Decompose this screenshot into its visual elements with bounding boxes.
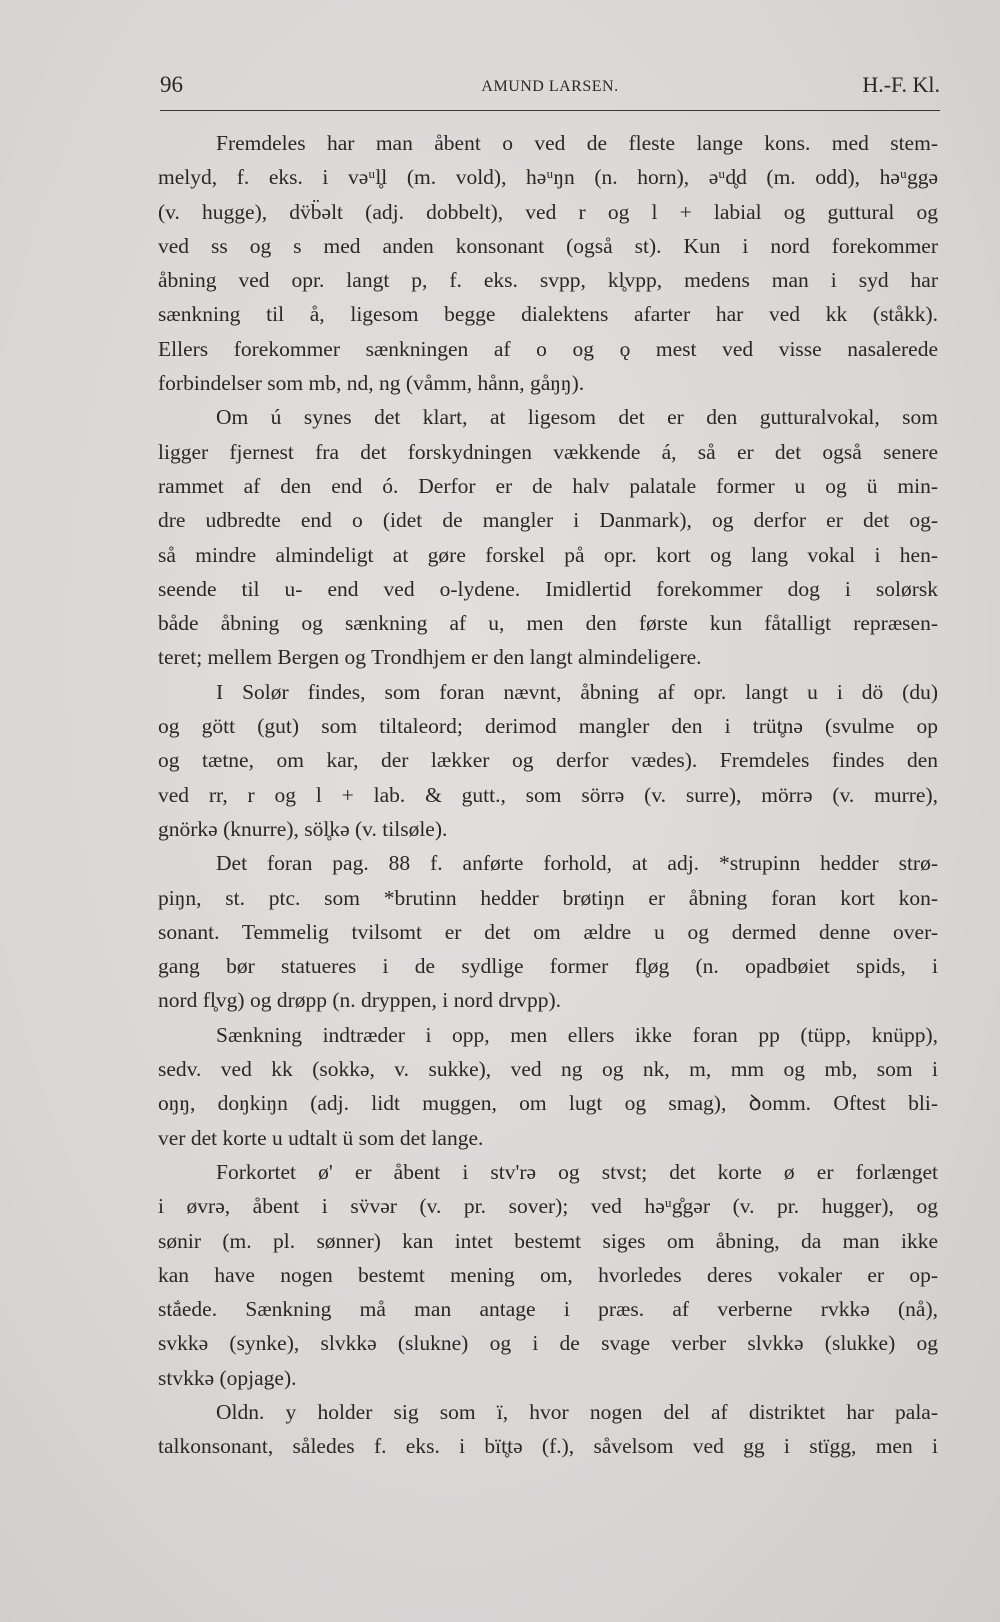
text-line: dre udbredte end o (idet de mangler i Danmark), og derfor er det og- [158,508,938,533]
text-line: rammet af den end ó. Derfor er de halv palatale former u og ü min- [158,473,938,498]
text-line: og gött (gut) som tiltaleord; derimod mangler den i trüt̥nə (svulme op [158,714,938,739]
text-line: gang bør statueres i de sydlige former fl̥øg (n. opadbøiet spids, i [158,954,938,979]
text-line: melyd, f. eks. i vəᵘl̥l (m. vold), həᵘŋn (n. horn), əᵘd̥d (m. odd), həᵘggə [158,165,938,190]
text-line: Ellers forekommer sænkningen af o og ǫ mest ved visse nasalerede [158,336,938,361]
header-rule [160,110,940,111]
text-line: ligger fjernest fra det forskydningen vækkende á, så er det også senere [158,439,938,464]
text-line: teret; mellem Bergen og Trondhjem er den langt almindeligere. [158,645,702,670]
text-line: stvkkə (opjage). [158,1365,297,1390]
text-line: I Solør findes, som foran nævnt, åbning af opr. langt u i dö (du) [216,679,938,704]
text-line: Det foran pag. 88 f. anførte forhold, at adj. *strupinn hedder strø- [216,851,938,876]
text-line: kan have nogen bestemt mening om, hvorledes deres vokaler er op- [158,1262,938,1287]
text-line: gnörkə (knurre), söl̥kə (v. tilsøle). [158,816,448,841]
running-title: AMUND LARSEN. [481,78,619,95]
text-line: sedv. ved kk (sokkə, v. sukke), ved ng og nk, m, mm og mb, som i [158,1057,938,1082]
text-line: seende til u- end ved o-lydene. Imidlertid forekommer dog i solørsk [158,576,938,601]
text-line: Fremdeles har man åbent o ved de fleste lange kons. med stem- [216,131,938,155]
body-text [158,126,938,1464]
text-line: i øvrə, åbent i sv̈vər (v. pr. sover); ved həᵘg̊gər (v. pr. hugger), og [158,1194,938,1219]
text-line: så mindre almindeligt at gøre forskel på opr. kort og lang vokal i hen- [158,542,938,567]
text-line: piŋn, st. ptc. som *brutinn hedder brøtiŋn er åbning foran kort kon- [158,885,938,910]
text-line: åbning ved opr. langt p, f. eks. svpp, kl̥vpp, medens man i syd har [158,268,938,293]
text-line: svkkə (synke), slvkkə (slukne) og i de svage verber slvkkə (slukke) og [158,1331,938,1356]
text-line: Om ú synes det klart, at ligesom det er den gutturalvokal, som [216,405,938,430]
text-line: (v. hugge), dv̈b̈əlt (adj. dobbelt), ved r og l + labial og guttural og [158,199,938,224]
text-line: sonant. Temmelig tvilsomt er det om ældre u og dermed denne over- [158,919,938,944]
text-line: Sænkning indtræder i opp, men ellers ikke foran pp (tüpp, knüpp), [216,1022,938,1047]
page-number: 96 [160,72,183,97]
text-line: både åbning og sænkning af u, men den første kun fåtalligt repræsen- [158,611,938,636]
text-line: sænkning til å, ligesom begge dialektens afarter har ved kk (ståkk). [158,302,938,327]
page-header [160,72,940,102]
text-line: forbindelser som mb, nd, ng (våmm, hånn, gåŋŋ). [158,371,585,396]
text-line: ver det korte u udtalt ü som det lange. [158,1125,484,1150]
text-line: ved rr, r og l + lab. & gutt., som sörrə (v. surre), mörrə (v. murre), [158,782,938,807]
text-line: nord fl̥vg) og drøpp (n. dryppen, i nord drvpp). [158,988,562,1013]
text-line: og tætne, om kar, der lækker og derfor vædes). Fremdeles findes den [158,748,938,773]
text-line: Oldn. y holder sig som ï, hvor nogen del af distriktet har pala- [216,1399,938,1424]
text-line: oŋŋ, doŋkiŋn (adj. lidt muggen, om lugt og smag), ꝺomm. Oftest bli- [158,1091,938,1116]
text-line: stắede. Sænkning må man antage i præs. af verberne rvkkə (nå), [158,1297,938,1322]
text-line: ved ss og s med anden konsonant (også st). Kun i nord forekommer [158,233,938,258]
text-line: Forkortet ø' er åbent i stv'rə og stvst; det korte ø er forlænget [216,1159,938,1184]
running-section: H.-F. Kl. [862,72,940,97]
text-line: talkonsonant, således f. eks. i bït̥tə (f.), såvelsom ved gg i stïgg, men i [158,1434,938,1459]
text-line: sønir (m. pl. sønner) kan intet bestemt siges om åbning, da man ikke [158,1228,938,1253]
